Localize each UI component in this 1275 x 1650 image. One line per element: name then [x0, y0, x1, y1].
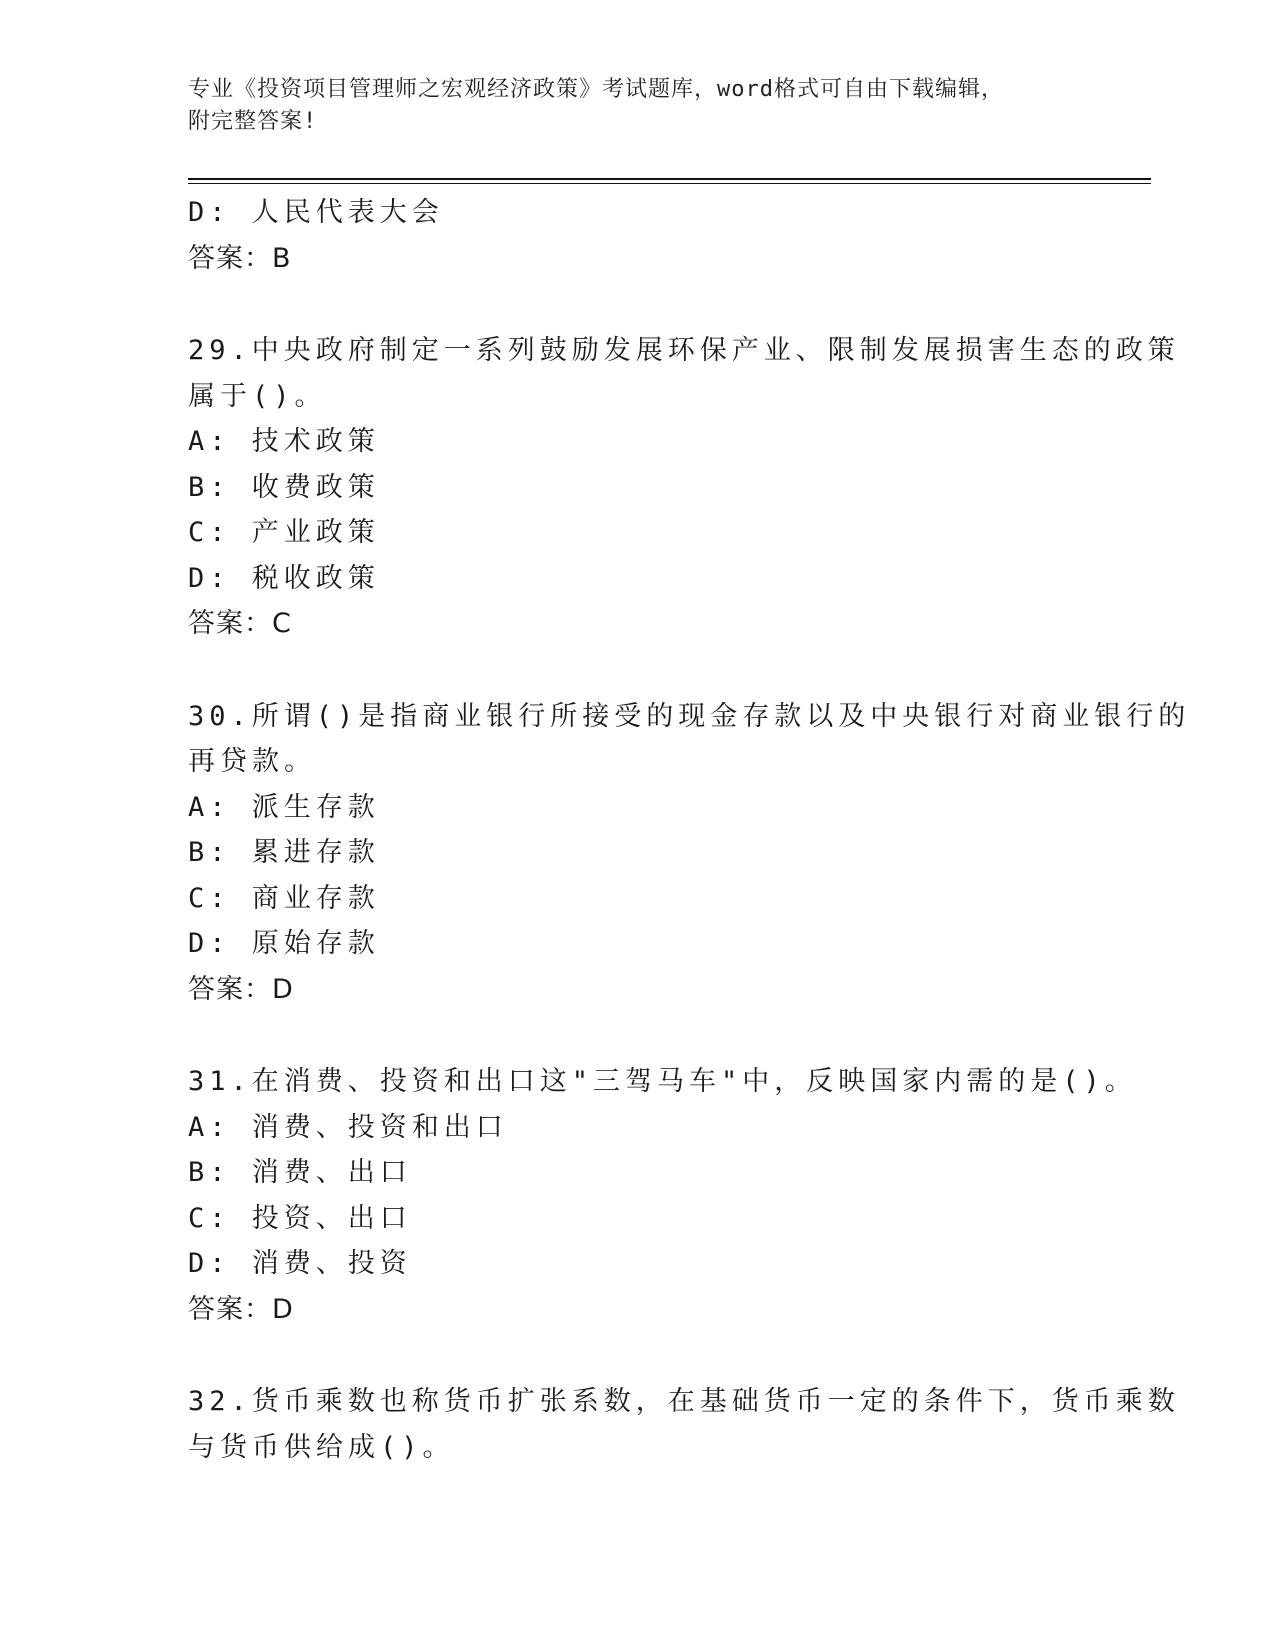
question-31-option-a: A: 消费、投资和出口	[188, 1111, 508, 1143]
header-line-2: 附完整答案!	[188, 109, 318, 134]
question-32-text-line-1: 32.货币乘数也称货币扩张系数，在基础货币一定的条件下，货币乘数	[188, 1386, 1180, 1417]
question-30-answer: 答案：D	[188, 973, 294, 1005]
question-31-text-line-1: 31.在消费、投资和出口这"三驾马车"中，反映国家内需的是()。	[188, 1066, 1137, 1097]
question-31-option-d: D: 消费、投资	[188, 1248, 412, 1279]
question-29	[188, 328, 1180, 647]
question-29-option-c: C: 产业政策	[188, 517, 380, 548]
question-30-option-a: A: 派生存款	[188, 791, 380, 823]
question-30-option-c: C: 商业存款	[188, 882, 380, 914]
question-30-text-line-2: 再贷款。	[188, 746, 316, 777]
question-31-option-c: C: 投资、出口	[188, 1202, 412, 1234]
question-30-option-d: D: 原始存款	[188, 928, 380, 959]
question-29-text-line-2: 属于()。	[188, 380, 327, 412]
question-29-option-a: A: 技术政策	[188, 426, 380, 457]
question-32-text-line-2: 与货币供给成()。	[188, 1431, 455, 1463]
prev-option-d: D: 人民代表大会	[188, 197, 444, 228]
header-divider-thin	[188, 183, 1151, 184]
question-29-text-line-1: 29.中央政府制定一系列鼓励发展环保产业、限制发展损害生态的政策	[188, 335, 1180, 366]
header-divider-thick	[188, 178, 1151, 180]
question-29-answer: 答案：C	[188, 608, 292, 639]
header-line-1: 专业《投资项目管理师之宏观经济政策》考试题库，word格式可自由下载编辑，	[188, 77, 1004, 102]
question-30	[188, 694, 1191, 1013]
question-31-option-b: B: 消费、出口	[188, 1157, 412, 1188]
exam-content	[188, 190, 1191, 1470]
question-29-option-b: B: 收费政策	[188, 471, 380, 503]
question-32	[188, 1379, 1180, 1470]
document-header	[188, 74, 1088, 138]
question-30-text-line-1: 30.所谓()是指商业银行所接受的现金存款以及中央银行对商业银行的	[188, 700, 1191, 732]
question-30-option-b: B: 累进存款	[188, 837, 380, 868]
question-31	[188, 1059, 1137, 1332]
prev-answer: 答案：B	[188, 242, 292, 274]
question-31-answer: 答案：D	[188, 1293, 294, 1325]
question-29-option-d: D: 税收政策	[188, 562, 380, 594]
